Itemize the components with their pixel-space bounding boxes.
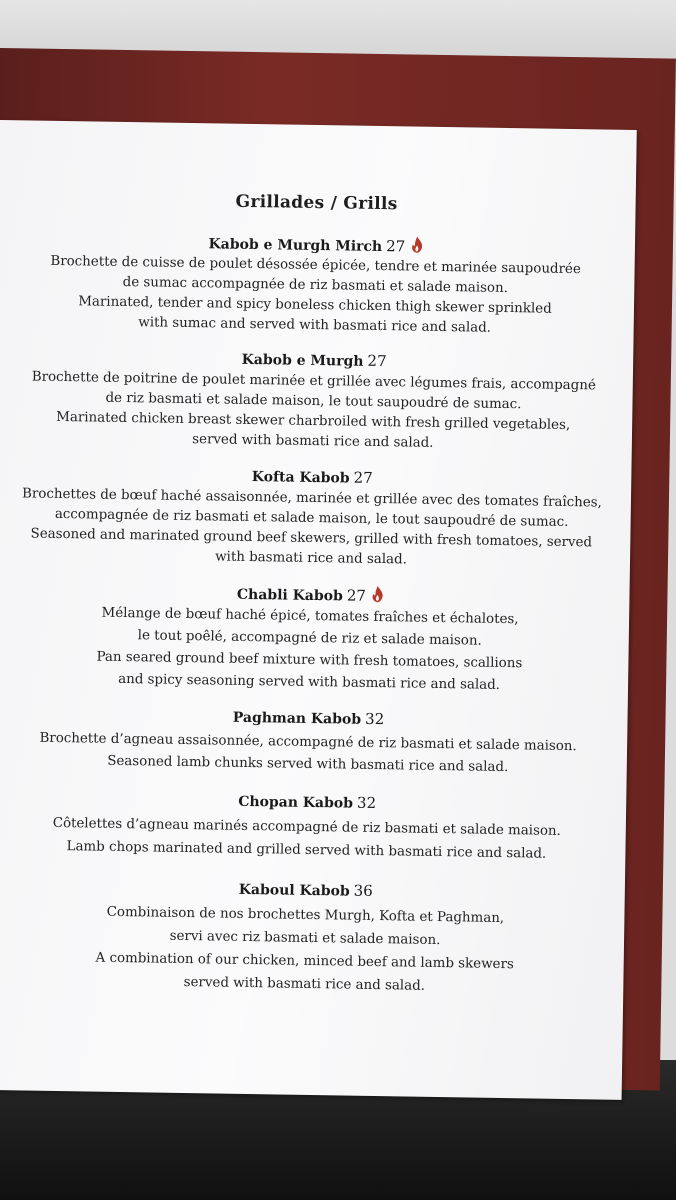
description-line: Mélange de bœuf haché épicé, tomates fraîches et échalotes, (101, 605, 519, 628)
menu-item-price: 27 (346, 586, 367, 605)
description-line: Combinaison de nos brochettes Murgh, Kofta et Paghman, (106, 904, 505, 927)
description-line: de riz basmati et salade maison, le tout saupoudré de sumac. (105, 390, 522, 413)
description-line: Lamb chops marinated and grilled served with basmati rice and salad. (66, 839, 547, 862)
menu-item-title (0, 876, 625, 904)
menu-item-price: 27 (386, 237, 406, 256)
description-line: served with basmati rice and salad. (192, 432, 434, 451)
description-line: Pan seared ground beef mixture with fresh tomatoes, scallions (96, 649, 523, 672)
chili-flame-icon (372, 586, 384, 603)
description-line: Brochette de poitrine de poulet marinée et grillée avec légumes frais, accompagné (31, 369, 596, 394)
menu-binder-cover (0, 48, 676, 1090)
menu-item-title (0, 788, 626, 816)
chili-flame-icon (411, 236, 423, 253)
description-line: served with basmati rice and salad. (183, 975, 426, 994)
description-line: with sumac and served with basmati rice and salad. (138, 315, 492, 336)
menu-item-price: 27 (367, 351, 387, 371)
description-line: Seasoned and marinated ground beef skewers, grilled with fresh tomatoes, served (30, 526, 593, 551)
menu-item-name: Kabob e Murgh Mirch (208, 236, 383, 256)
menu-page (0, 120, 637, 1100)
menu-item-name: Chopan Kabob (238, 793, 354, 812)
description-line: with basmati rice and salad. (215, 549, 408, 568)
section-title: Grillades / Grills (235, 191, 398, 215)
description-line: le tout poêlé, accompagné de riz et salade maison. (137, 628, 482, 649)
description-line: Brochettes de bœuf haché assaisonnée, marinée et grillée avec des tomates fraîches, (21, 486, 602, 511)
menu-item-price: 32 (364, 709, 385, 729)
menu-item-name: Chabli Kabob (236, 586, 343, 605)
description-line: and spicy seasoning served with basmati rice and salad. (118, 671, 501, 693)
menu-item-name: Kofta Kabob (251, 469, 350, 487)
description-line: Côtelettes d’agneau marinés accompagné de riz basmati et salade maison. (52, 815, 561, 839)
description-line: Marinated chicken breast skewer charbroiled with fresh grilled vegetables, (56, 409, 571, 434)
menu-item-title (0, 704, 628, 732)
description-line: accompagnée de riz basmati et salade maison, le tout saupoudré de sumac. (54, 506, 569, 530)
description-line: Marinated, tender and spicy boneless chicken thigh skewer sprinkled (78, 294, 552, 317)
description-line: Brochette d’agneau assaisonnée, accompagné de riz basmati et salade maison. (39, 730, 577, 755)
menu-item-name: Kaboul Kabob (238, 881, 350, 900)
description-line: Brochette de cuisse de poulet désossée épicée, tendre et marinée saupoudrée (50, 253, 581, 278)
menu-item-name: Paghman Kabob (232, 709, 362, 728)
menu-item-price: 32 (356, 793, 377, 812)
description-line: Seasoned lamb chunks served with basmati rice and salad. (107, 753, 509, 776)
description-line: servi avec riz basmati et salade maison. (169, 928, 441, 949)
menu-item-name: Kabob e Murgh (241, 351, 364, 370)
description-line: A combination of our chicken, minced beef and lamb skewers (95, 950, 514, 973)
menu-item-price: 36 (353, 881, 373, 900)
menu-item-price: 27 (353, 468, 373, 487)
description-line: de sumac accompagnée de riz basmati et salade maison. (122, 274, 509, 297)
